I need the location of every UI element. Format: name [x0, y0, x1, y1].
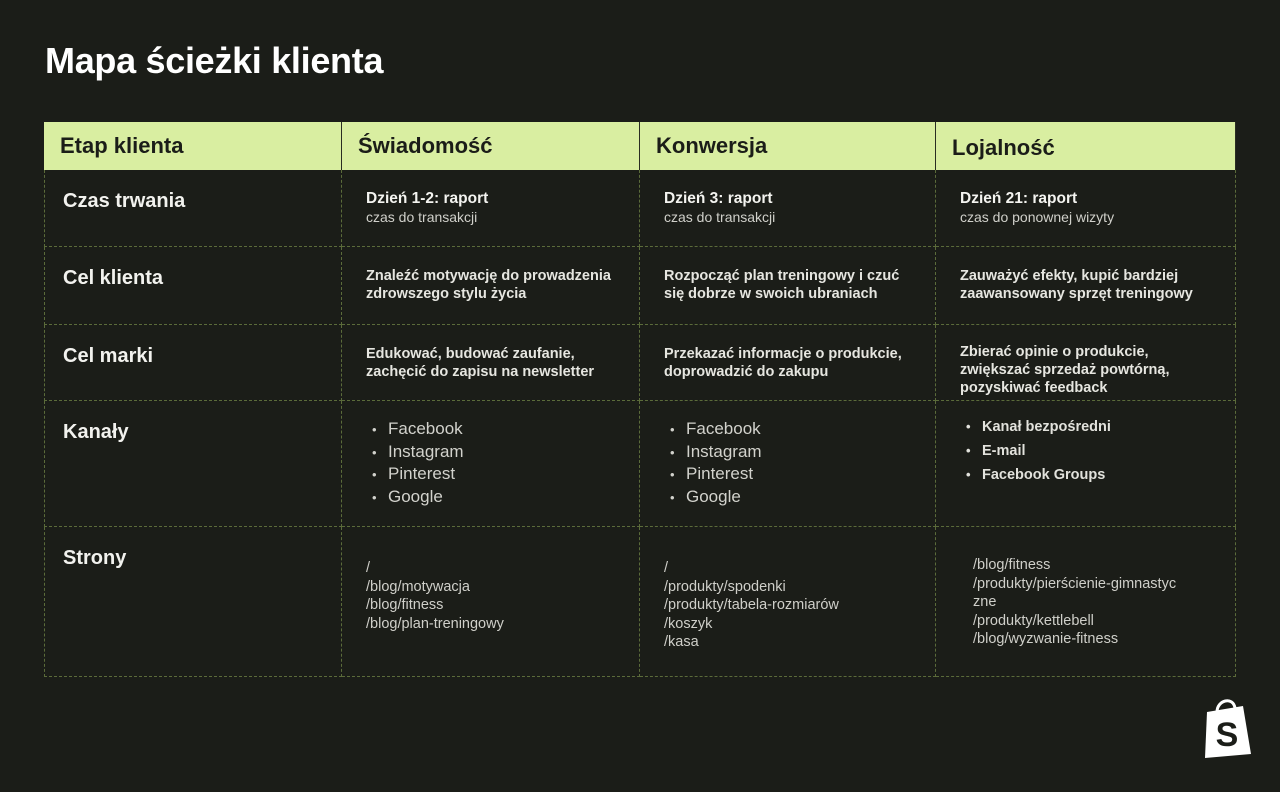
channels-conversion — [640, 401, 936, 527]
channels-loyalty — [936, 401, 1236, 527]
page-path: /produkty/spodenki — [664, 578, 786, 595]
header-conversion: Konwersja — [640, 122, 936, 170]
logo-letter: S — [1215, 716, 1239, 754]
duration-conversion — [640, 170, 936, 247]
page-path: /koszyk — [664, 615, 713, 632]
page-path: /blog/motywacja — [366, 578, 470, 595]
list-item: • Facebook Groups — [966, 463, 1235, 487]
row-label-duration: Czas trwania — [44, 170, 342, 247]
header-stage: Etap klienta — [44, 122, 342, 170]
text-line: zachęcić do zapisu na newsletter — [366, 364, 595, 380]
list-item: • Google — [372, 486, 639, 509]
duration-awareness — [342, 170, 640, 247]
text-line: zaawansowany sprzęt treningowy — [960, 286, 1193, 302]
text-line: Zauważyć efekty, kupić bardziej — [960, 268, 1179, 284]
text-line: pozyskiwać feedback — [960, 380, 1108, 396]
duration-loyalty — [936, 170, 1236, 247]
channel-list — [342, 401, 639, 508]
duration-main: Dzień 1-2: raport — [366, 190, 489, 207]
text-line: Edukować, budować zaufanie, — [366, 346, 575, 362]
page-path: /blog/plan-treningowy — [366, 615, 504, 632]
list-item: • Facebook — [670, 418, 935, 441]
list-item: • Pinterest — [670, 463, 935, 486]
page-path: /produkty/kettlebell — [973, 612, 1094, 629]
duration-sub: czas do transakcji — [366, 209, 478, 225]
brand-goal-awareness — [342, 325, 640, 401]
list-item: • Facebook — [372, 418, 639, 441]
shopify-bag-icon — [1199, 694, 1257, 760]
text-line: zwiększać sprzedaż powtórną, — [960, 362, 1170, 378]
channel-list — [936, 401, 1235, 487]
list-item: • Pinterest — [372, 463, 639, 486]
text-line: się dobrze w swoich ubraniach — [664, 286, 878, 302]
header-awareness: Świadomość — [342, 122, 640, 170]
row-label-pages: Strony — [44, 527, 342, 677]
brand-goal-conversion — [640, 325, 936, 401]
page-path: /produkty/tabela-rozmiarów — [664, 597, 839, 613]
text-line: zdrowszego stylu życia — [366, 286, 527, 302]
text-line: Rozpocząć plan treningowy i czuć — [664, 268, 900, 284]
text-line: doprowadzić do zakupu — [664, 364, 829, 380]
pages-conversion — [640, 527, 936, 677]
page-path: / — [366, 560, 371, 576]
list-item: • Instagram — [372, 441, 639, 464]
pages-loyalty — [936, 527, 1236, 677]
duration-main: Dzień 3: raport — [664, 190, 773, 207]
row-label-customer-goal: Cel klienta — [44, 247, 342, 325]
list-item: • E-mail — [966, 439, 1235, 463]
page-path: /produkty/pierścienie-gimnastyc — [973, 575, 1177, 592]
duration-sub: czas do transakcji — [664, 209, 776, 225]
page-title: Mapa ścieżki klienta — [45, 40, 384, 81]
header-loyalty: Lojalność — [936, 122, 1236, 170]
channel-list — [640, 401, 935, 508]
page-path: zne — [973, 594, 997, 610]
pages-awareness — [342, 527, 640, 677]
customer-goal-loyalty — [936, 247, 1236, 325]
customer-goal-conversion — [640, 247, 936, 325]
text-line: Zbierać opinie o produkcie, — [960, 344, 1149, 360]
list-item: • Google — [670, 486, 935, 509]
list-item: • Kanał bezpośredni — [966, 415, 1235, 439]
brand-goal-loyalty — [936, 325, 1236, 401]
customer-goal-awareness — [342, 247, 640, 325]
text-line: Znaleźć motywację do prowadzenia — [366, 268, 611, 284]
page-path: /blog/fitness — [973, 557, 1051, 573]
journey-table — [44, 122, 1236, 677]
duration-sub: czas do ponownej wizyty — [960, 209, 1115, 225]
row-label-brand-goal: Cel marki — [44, 325, 342, 401]
duration-main: Dzień 21: raport — [960, 190, 1078, 207]
page-path: /blog/wyzwanie-fitness — [973, 631, 1119, 647]
page-path: / — [664, 560, 669, 576]
page-path: /kasa — [664, 634, 699, 650]
page-path: /blog/fitness — [366, 597, 444, 613]
list-item: • Instagram — [670, 441, 935, 464]
channels-awareness — [342, 401, 640, 527]
text-line: Przekazać informacje o produkcie, — [664, 346, 902, 362]
row-label-channels: Kanały — [44, 401, 342, 527]
